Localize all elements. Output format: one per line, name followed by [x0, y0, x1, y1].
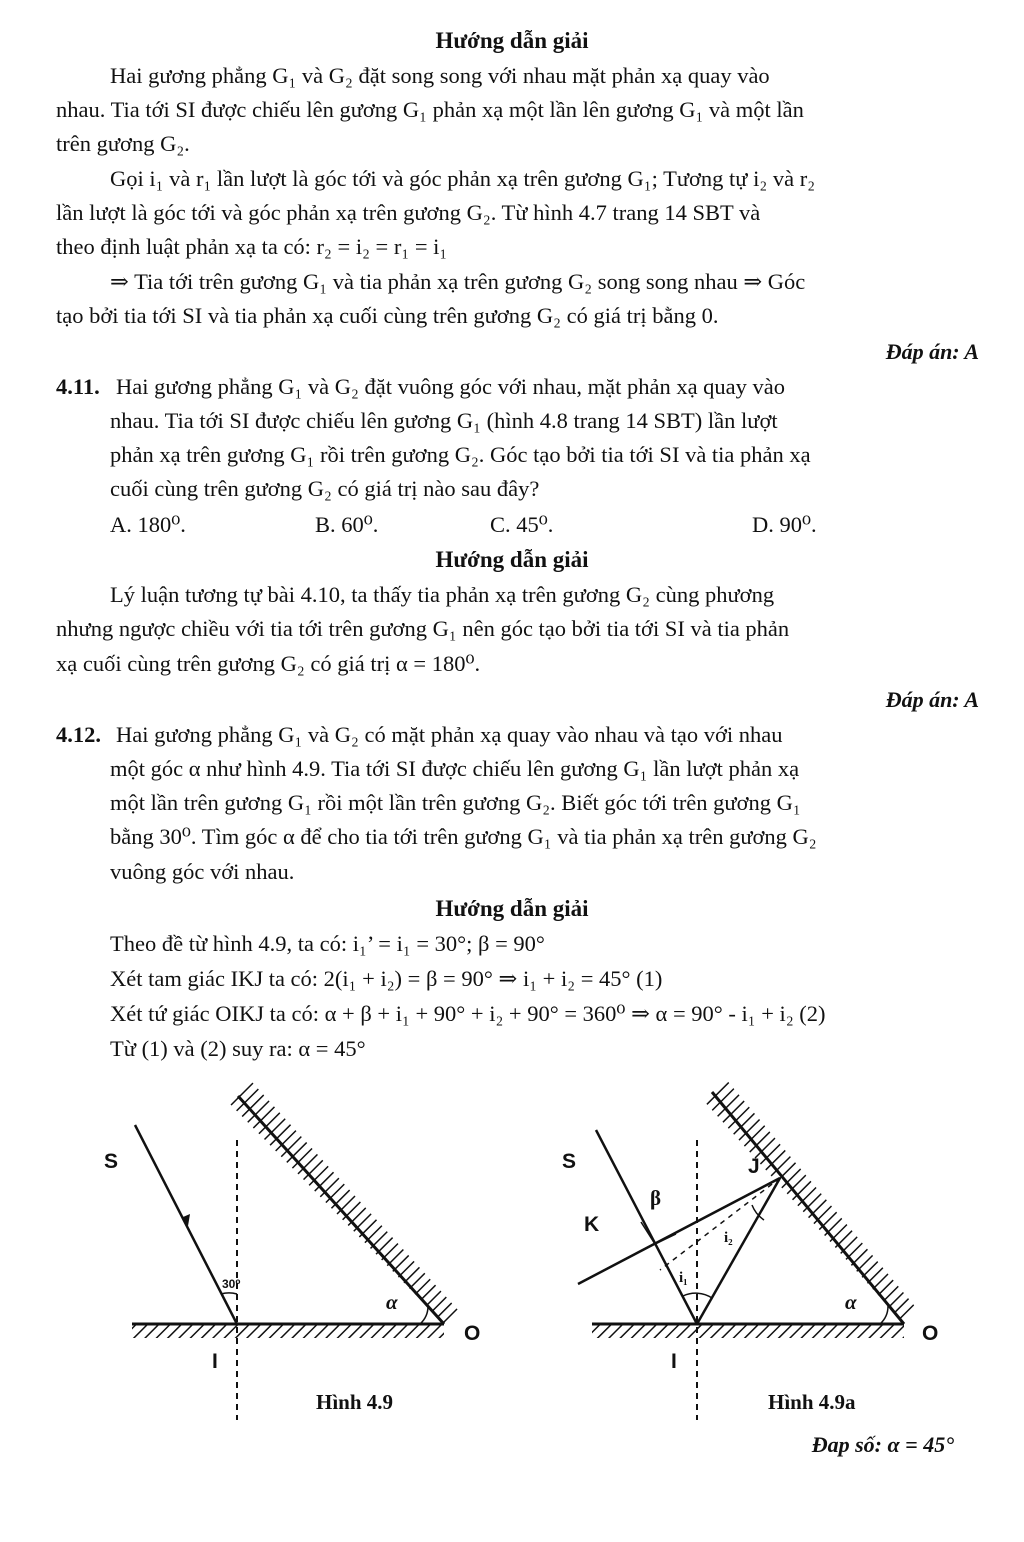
- mirror-g2-hatching: [230, 1082, 458, 1324]
- question-number-4-11: 4.11.: [56, 374, 100, 399]
- paragraph-line: trên gương G₂.: [56, 131, 190, 156]
- question-line: một góc α như hình 4.9. Tia tới SI được chiếu lên gương G₁ lần lượt phản xạ: [110, 756, 800, 781]
- paragraph-line: tạo bởi tia tới SI và tia phản xạ cuối cùng trên gương G₂ có giá trị bằng 0.: [56, 303, 719, 328]
- label-o: O: [464, 1322, 481, 1345]
- question-line: phản xạ trên gương G₁ rồi trên gương G₂. Góc tạo bởi tia tới SI và tia phản xạ: [110, 442, 811, 467]
- alpha-arc: [880, 1306, 888, 1324]
- solution-line: Theo đề từ hình 4.9, ta có: i₁’ = i₁ = 30°; β = 90°: [110, 931, 545, 956]
- question-line: vuông góc với nhau.: [110, 859, 295, 884]
- answer-label: Đáp án: A: [885, 687, 979, 712]
- label-i1: i₁: [679, 1270, 688, 1286]
- figure-caption-4-9: Hình 4.9: [316, 1390, 394, 1414]
- paragraph-line: nhưng ngược chiều với tia tới trên gương G₁ nên góc tạo bởi tia tới SI và tia phản: [56, 616, 790, 641]
- mirror-g2: [238, 1096, 444, 1324]
- label-angle-30: 30⁰: [222, 1277, 241, 1291]
- incident-ray-si: [596, 1130, 697, 1324]
- answer-label: Đáp án: A: [885, 339, 979, 364]
- label-beta: β: [650, 1186, 662, 1210]
- solution-line: Từ (1) và (2) suy ra: α = 45°: [110, 1036, 366, 1061]
- figure-4-9: [132, 1082, 458, 1420]
- heading-solution-1: Hướng dẫn giải: [435, 28, 589, 53]
- paragraph-line: nhau. Tia tới SI được chiếu lên gương G₁ phản xạ một lần lên gương G₁ và một lần: [56, 97, 804, 122]
- mirror-g1-hatching: [592, 1324, 904, 1338]
- paragraph-line: ⇒ Tia tới trên gương G₁ và tia phản xạ trên gương G₂ song song nhau ⇒ Góc: [110, 269, 806, 294]
- option-d: D. 90⁰.: [752, 512, 817, 537]
- question-line: Hai gương phẳng G₁ và G₂ có mặt phản xạ quay vào nhau và tạo với nhau: [116, 722, 783, 747]
- figure-4-9a: [578, 1078, 918, 1420]
- question-line: Hai gương phẳng G₁ và G₂ đặt vuông góc với nhau, mặt phản xạ quay vào: [116, 374, 786, 399]
- paragraph-line: xạ cuối cùng trên gương G₂ có giá trị α = 180⁰.: [56, 651, 481, 676]
- question-number-4-12: 4.12.: [56, 722, 101, 747]
- label-k: K: [584, 1213, 600, 1236]
- label-o: O: [922, 1322, 939, 1345]
- label-i2: i₂: [724, 1230, 733, 1246]
- mirror-g1-hatching: [132, 1324, 444, 1338]
- option-a: A. 180⁰.: [110, 512, 186, 537]
- mirror-g2: [712, 1092, 904, 1324]
- option-c: C. 45⁰.: [490, 512, 554, 537]
- label-alpha: α: [845, 1290, 857, 1314]
- paragraph-line: theo định luật phản xạ ta có: r₂ = i₂ = r₁ = i₁: [56, 234, 448, 259]
- question-line: nhau. Tia tới SI được chiếu lên gương G₁ (hình 4.8 trang 14 SBT) lần lượt: [110, 408, 778, 433]
- question-line: bằng 30⁰. Tìm góc α để cho tia tới trên gương G₁ và tia phản xạ trên gương G₂: [110, 824, 817, 849]
- label-i: I: [671, 1350, 677, 1373]
- solution-line: Xét tam giác IKJ ta có: 2(i₁ + i₂) = β = 90° ⇒ i₁ + i₂ = 45° (1): [110, 966, 663, 991]
- option-b: B. 60⁰.: [315, 512, 379, 537]
- paragraph-line: lần lượt là góc tới và góc phản xạ trên gương G₂. Từ hình 4.7 trang 14 SBT và: [56, 200, 761, 225]
- label-i: I: [212, 1350, 218, 1373]
- paragraph-line: Hai gương phẳng G₁ và G₂ đặt song song với nhau mặt phản xạ quay vào: [110, 63, 770, 88]
- normal-line-j: [660, 1178, 780, 1270]
- solution-line: Xét tứ giác OIKJ ta có: α + β + i₁ + 90° + i₂ + 90° = 360⁰ ⇒ α = 90° - i₁ + i₂ (2): [110, 1001, 826, 1026]
- label-s: S: [562, 1150, 577, 1173]
- paragraph-line: Gọi i₁ và r₁ lần lượt là góc tới và góc phản xạ trên gương G₁; Tương tự i₂ và r₂: [110, 166, 816, 191]
- question-line: một lần trên gương G₁ rồi một lần trên gương G₂. Biết góc tới trên gương G₁: [110, 790, 801, 815]
- angle-arc: [221, 1293, 237, 1294]
- question-line: cuối cùng trên gương G₂ có giá trị nào sau đây?: [110, 476, 540, 501]
- paragraph-line: Lý luận tương tự bài 4.10, ta thấy tia phản xạ trên gương G₂ cùng phương: [110, 582, 775, 607]
- alpha-arc: [420, 1306, 428, 1324]
- final-answer: Đap số: α = 45°: [811, 1432, 954, 1457]
- figure-caption-4-9a: Hình 4.9a: [768, 1390, 856, 1414]
- label-alpha: α: [386, 1290, 398, 1314]
- label-j: J: [748, 1155, 760, 1178]
- heading-solution-3: Hướng dẫn giải: [435, 896, 589, 921]
- label-s: S: [104, 1150, 119, 1173]
- heading-solution-2: Hướng dẫn giải: [435, 547, 589, 572]
